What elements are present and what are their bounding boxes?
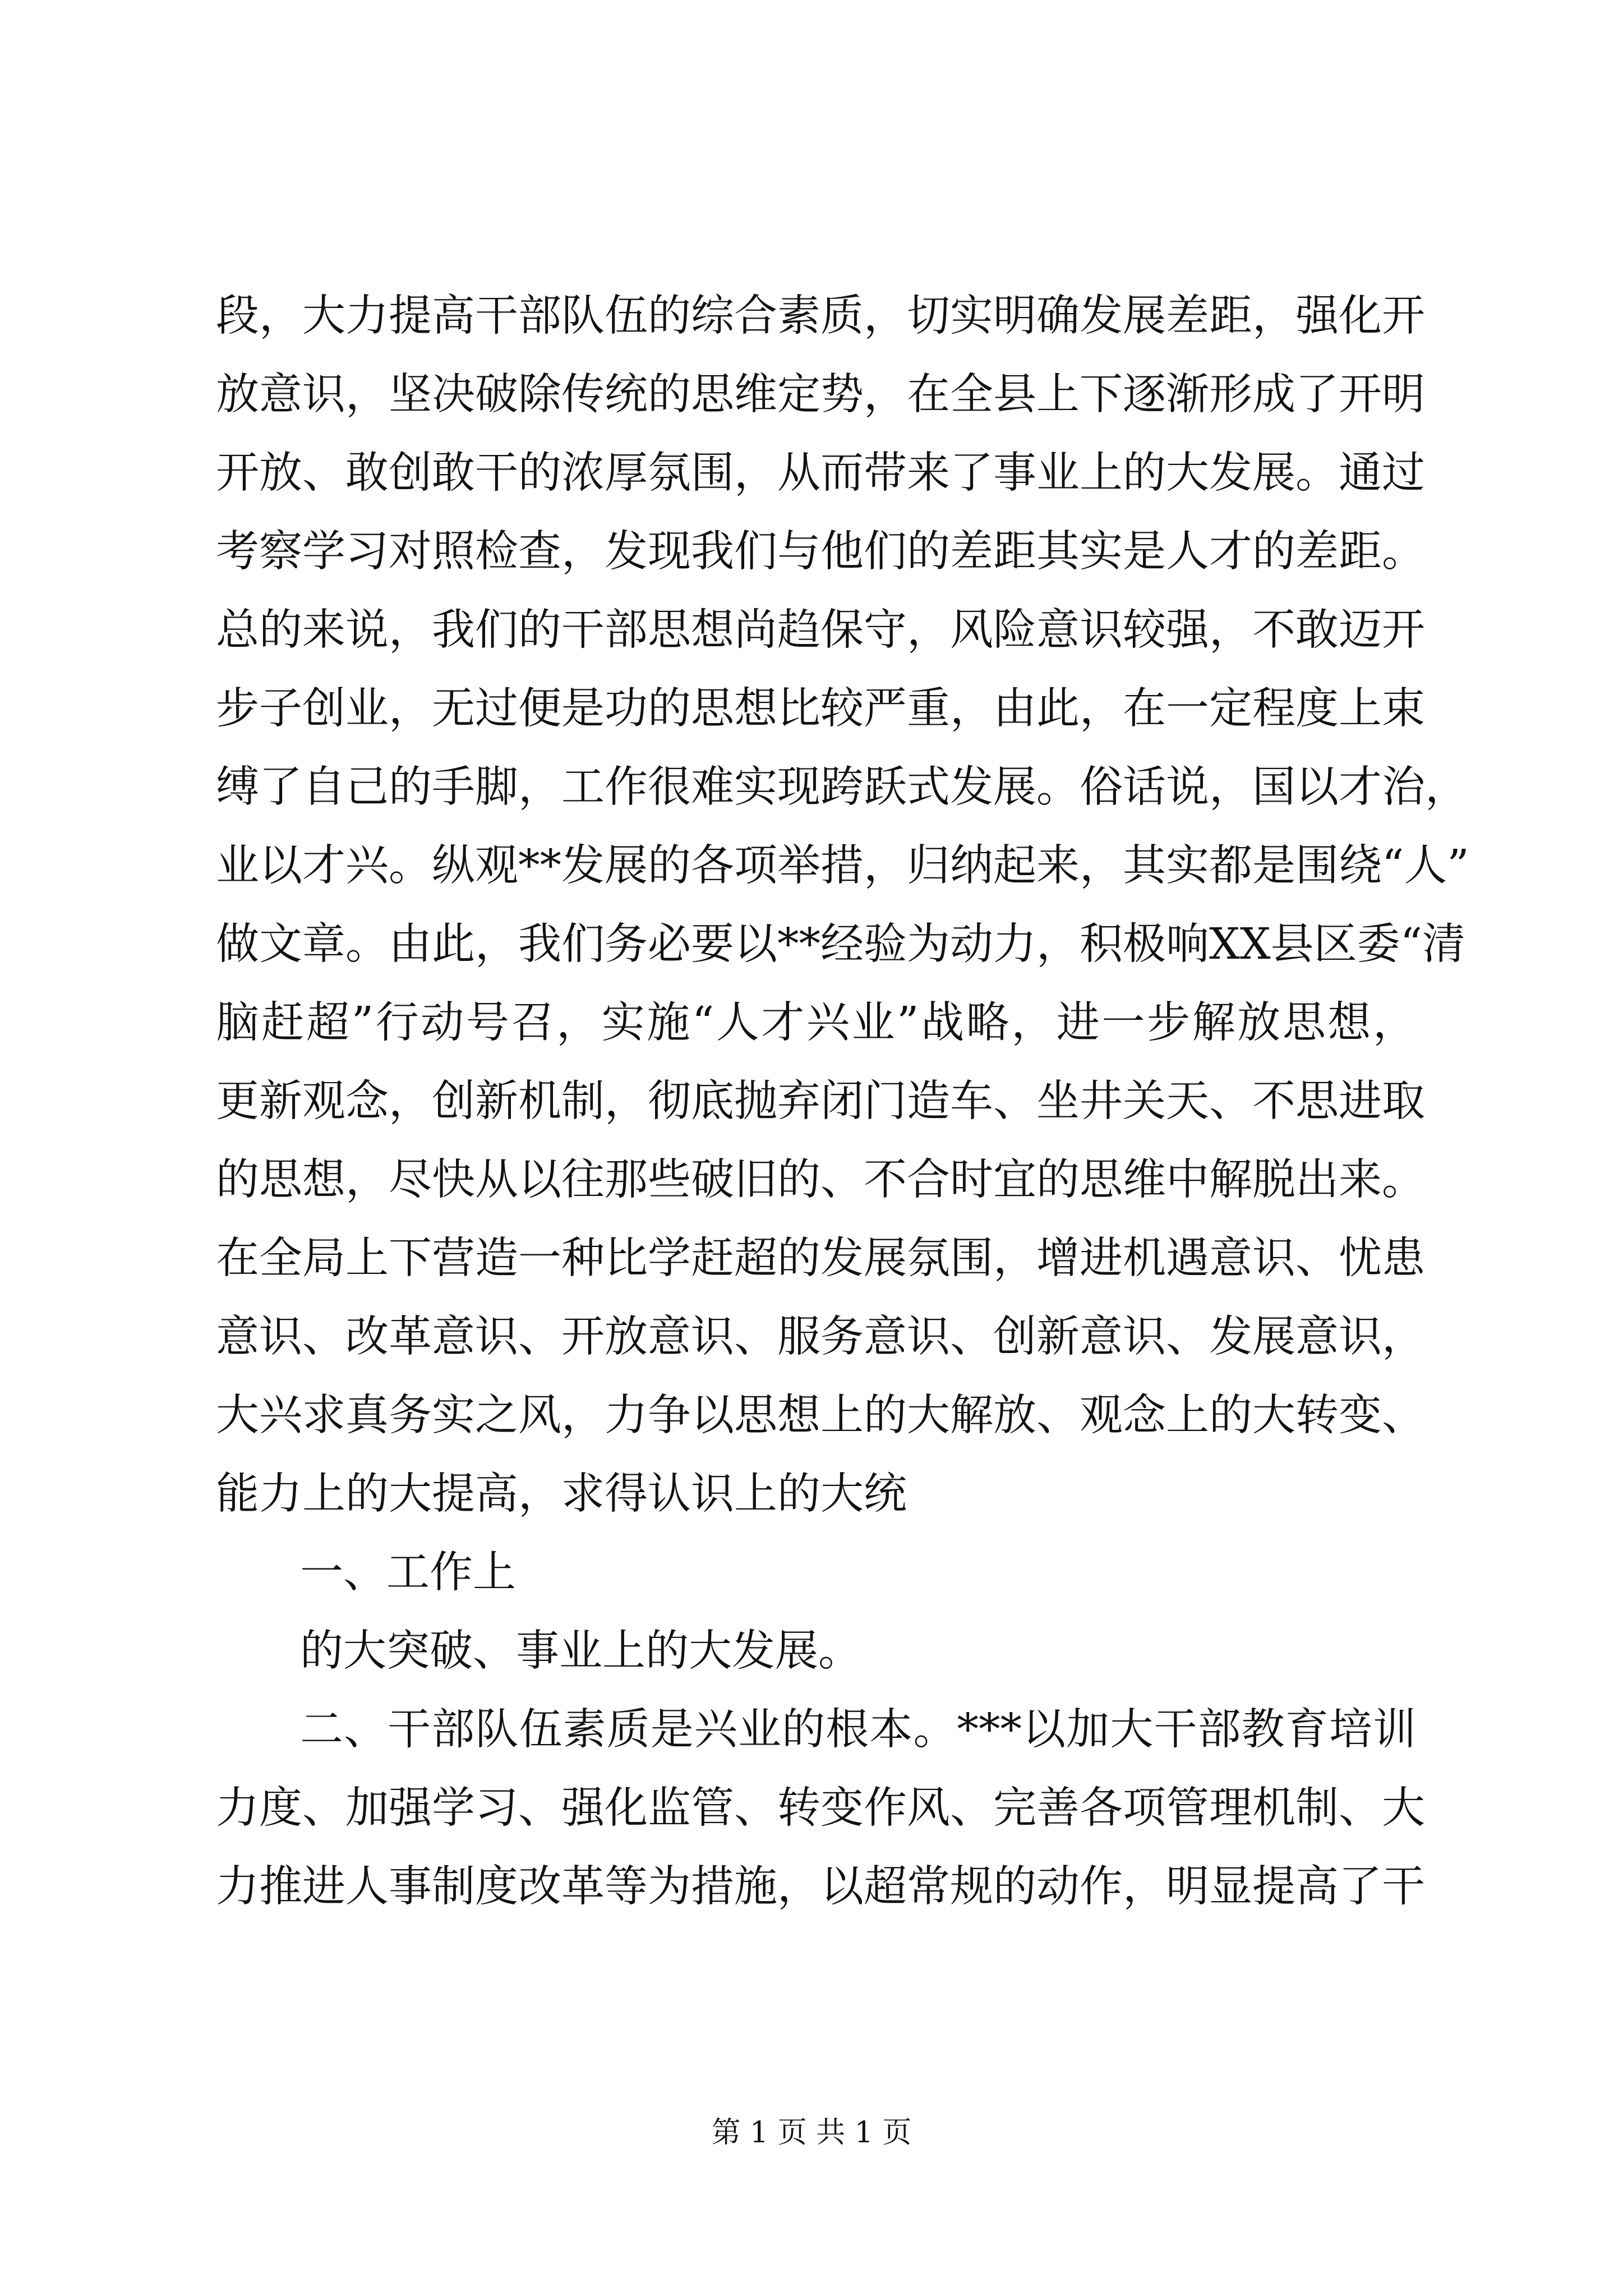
text-line: 段，大力提高干部队伍的综合素质，切实明确发展差距，强化开	[216, 291, 1425, 341]
text-line: 能力上的大提高，求得认识上的大统	[216, 1469, 907, 1519]
section-heading: 一、工作上	[300, 1548, 516, 1598]
text-line: 业以才兴。纵观**发展的各项举措，归纳起来，其实都是围绕“人”	[216, 841, 1469, 891]
text-line: 的思想，尽快从以往那些破旧的、不合时宜的思维中解脱出来。	[216, 1155, 1425, 1205]
text-line: 在全局上下营造一种比学赶超的发展氛围，增进机遇意识、忧患	[216, 1234, 1425, 1283]
text-line: 力推进人事制度改革等为措施，以超常规的动作，明显提高了干	[216, 1862, 1425, 1912]
text-line: 更新观念，创新机制，彻底抛弃闭门造车、坐井关天、不思进取	[216, 1076, 1425, 1126]
text-line: 脑赶超”行动号召，实施“人才兴业”战略，进一步解放思想，	[216, 998, 1416, 1048]
text-line: 的大突破、事业上的大发展。	[300, 1626, 861, 1676]
text-line: 放意识，坚决破除传统的思维定势，在全县上下逐渐形成了开明	[216, 370, 1425, 420]
text-line: 力度、加强学习、强化监管、转变作风、完善各项管理机制、大	[216, 1783, 1425, 1833]
text-line: 步子创业，无过便是功的思想比较严重，由此，在一定程度上束	[216, 684, 1425, 734]
text-line: 考察学习对照检查，发现我们与他们的差距其实是人才的差距。	[216, 527, 1425, 577]
text-line: 总的来说，我们的干部思想尚趋保守，风险意识较强，不敢迈开	[216, 605, 1425, 655]
text-line: 缚了自己的手脚，工作很难实现跨跃式发展。俗话说，国以才治，	[216, 762, 1468, 812]
text-line: 二、干部队伍素质是兴业的根本。***以加大干部教育培训	[300, 1705, 1416, 1755]
text-line: 意识、改革意识、开放意识、服务意识、创新意识、发展意识，	[216, 1312, 1425, 1362]
page-number-footer: 第 1 页 共 1 页	[711, 2116, 912, 2150]
text-line: 大兴求真务实之风，力争以思想上的大解放、观念上的大转变、	[216, 1391, 1425, 1441]
text-line: 开放、敢创敢干的浓厚氛围，从而带来了事业上的大发展。通过	[216, 448, 1425, 498]
text-line: 做文章。由此，我们务必要以**经验为动力，积极响XX县区委“清	[216, 919, 1465, 969]
